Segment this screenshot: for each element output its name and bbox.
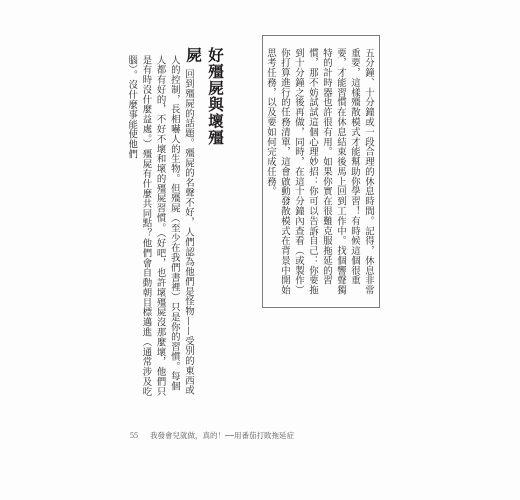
section-heading: 好殭屍與壞殭屍 <box>184 47 224 146</box>
running-title: 我發會兒就做，真的！──用番茄打敗拖延症 <box>150 430 295 440</box>
page-footer <box>130 429 430 441</box>
tip-paragraph: 五分鐘、十分鐘或一段合理的休息時間。記得，休息非常重要，這樣殭散模式才能幫助你學習！有時候這個很重要，才能習慣在休息結束後馬上回到工作中。找個響聲獨特的計時器也許很有用。如果你實在很難克服拖延的習慣，那不妨試試這個心理妙招：你可以告訴自己：你要拖到十分鐘之後再做，同時，在這十分鐘內查看（或製作）你打算進行的任務清單，這會啟動發散模式在背景中開始思考任務，以及要如何完成任務。 <box>265 48 374 296</box>
tip-box <box>262 35 380 308</box>
page-number: 55 <box>130 430 138 440</box>
body-text <box>109 55 195 398</box>
body-paragraph: 回到殭屍的話題。殭屍的名聲不好，人們認為他們是怪物——受別的東西或人的控制，長相嚇人的生物。但殭屍（至少在我們書裡）只是你的習慣。每個人都有好的，不好不壞和壞的殭屍習慣。（好吧，也許壞殭屍沒那麼壞，他們只是有時沒什麼益處。）殭屍有什麼共同點？他們會自動朝目標邁進（通常涉及吃腦）。沒什麼事能使他們 <box>126 55 194 397</box>
tip-box-text <box>265 48 375 298</box>
